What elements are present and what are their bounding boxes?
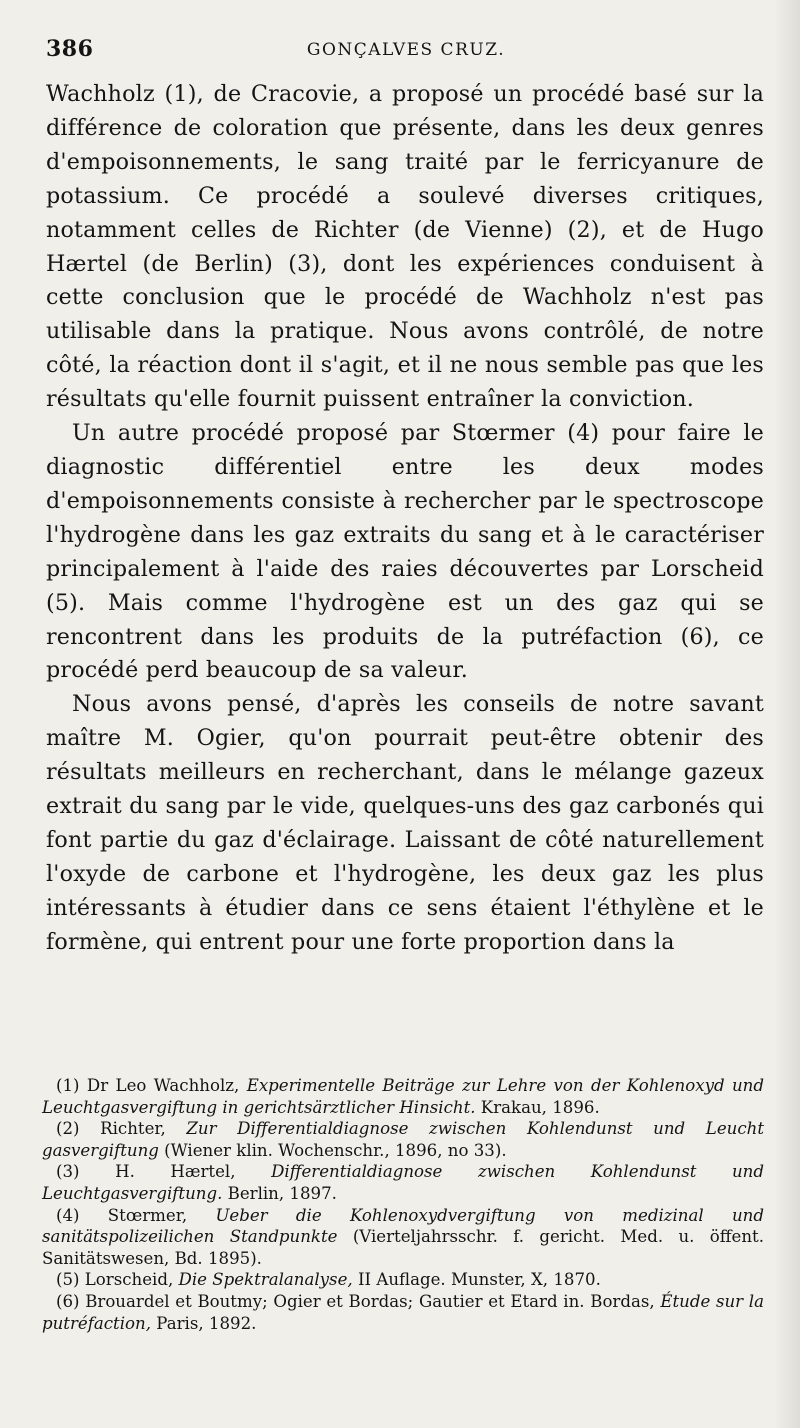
- footnote-4-tail: (Vierteljahrsschr. f. gericht. Med. u. öffent. Sanitätswesen, Bd. 1895).: [42, 1227, 764, 1268]
- footnote-6-lead: (6) Brouardel et Boutmy; Ogier et Bordas; Gautier et Etard in. Bordas,: [56, 1291, 661, 1311]
- footnote-4-lead: (4) Stœrmer,: [56, 1205, 216, 1225]
- footnote-1-lead: (1) Dr Leo Wachholz,: [56, 1076, 247, 1095]
- page-edge-shadow: [774, 0, 800, 1428]
- body-text: [46, 78, 764, 960]
- paragraph-1: Wachholz (1), de Cracovie, a proposé un procédé basé sur la différence de coloration que présente, dans les deux genres d'empoisonnements, le sang traité par le ferricyanure de potassium. Ce procédé a soulevé diverses critiques, notamment celles de Richter (de Vienne) (2), et de Hugo Hærtel (de Berlin) (3), dont les expériences conduisent à cette conclusion que le procédé de Wachholz n'est pas utilisable dans la pratique. Nous avons contrôlé, de notre côté, la réaction dont il s'agit, et il ne nous semble pas que les résultats qu'elle fournit puissent entraîner la conviction.: [46, 81, 764, 413]
- paragraph-2: Un autre procédé proposé par Stœrmer (4) pour faire le diagnostic différentiel entre les deux modes d'empoisonnements consiste à rechercher par le spectroscope l'hydrogène dans les gaz extraits du sang et à le caractériser principalement à l'aide des raies découvertes par Lorscheid (5). Mais comme l'hydrogène est un des gaz qui se rencontrent dans les produits de la putréfaction (6), ce procédé perd beaucoup de sa valeur.: [46, 420, 764, 684]
- footnote-2-lead: (2) Richter,: [56, 1119, 187, 1139]
- running-title: GONÇALVES CRUZ.: [306, 40, 506, 60]
- footnote-1-tail: Krakau, 1896.: [475, 1097, 600, 1117]
- footnote-5-title: Die Spektralanalyse,: [178, 1270, 353, 1290]
- footnote-1: [42, 1075, 764, 1118]
- footnote-6: [42, 1291, 764, 1334]
- footnote-2: [42, 1118, 764, 1161]
- footnote-2-title: Zur Differentialdiagnose zwischen Kohlendunst und Leucht gasvergiftung: [42, 1119, 764, 1160]
- footnote-5: [42, 1269, 764, 1291]
- footnote-4-title: Ueber die Kohlenoxydvergiftung von medizinal und sanitätspolizeilichen Standpunkte: [42, 1205, 764, 1247]
- footnote-2-tail: (Wiener klin. Wochenschr., 1896, no 33).: [158, 1140, 507, 1160]
- footnote-4: [42, 1205, 764, 1270]
- footnote-5-tail: II Auflage. Munster, X, 1870.: [352, 1270, 601, 1290]
- footnote-3-title: Differentialdiagnose zwischen Kohlendunst und Leuchtgasvergiftung.: [42, 1162, 764, 1203]
- paragraph-3: Nous avons pensé, d'après les conseils de notre savant maître M. Ogier, qu'on pourrait peut-être obtenir des résultats meilleurs en recherchant, dans le mélange gazeux extrait du sang par le vide, quelques-uns des gaz carbonés qui font partie du gaz d'éclairage. Laissant de côté naturellement l'oxyde de carbone et l'hydrogène, les deux gaz les plus intéressants à étudier dans ce sens étaient l'éthylène et le formène, qui entrent pour une forte proportion dans la: [46, 691, 764, 955]
- footnote-5-lead: (5) Lorscheid,: [56, 1270, 179, 1290]
- footnotes: [42, 1075, 764, 1334]
- footnote-3-tail: Berlin, 1897.: [222, 1183, 337, 1203]
- footnote-6-title: Étude sur la putréfaction,: [42, 1291, 764, 1333]
- running-head: [46, 36, 766, 66]
- footnote-6-tail: Paris, 1892.: [151, 1313, 257, 1333]
- page-number: 386: [46, 36, 94, 62]
- footnote-3-lead: (3) H. Hærtel,: [56, 1162, 272, 1182]
- footnote-3: [42, 1161, 764, 1204]
- footnote-1-title: Experimentelle Beiträge zur Lehre von der Kohlenoxyd und Leuchtgasvergiftung in gerichtsärztlicher Hinsicht.: [42, 1076, 764, 1117]
